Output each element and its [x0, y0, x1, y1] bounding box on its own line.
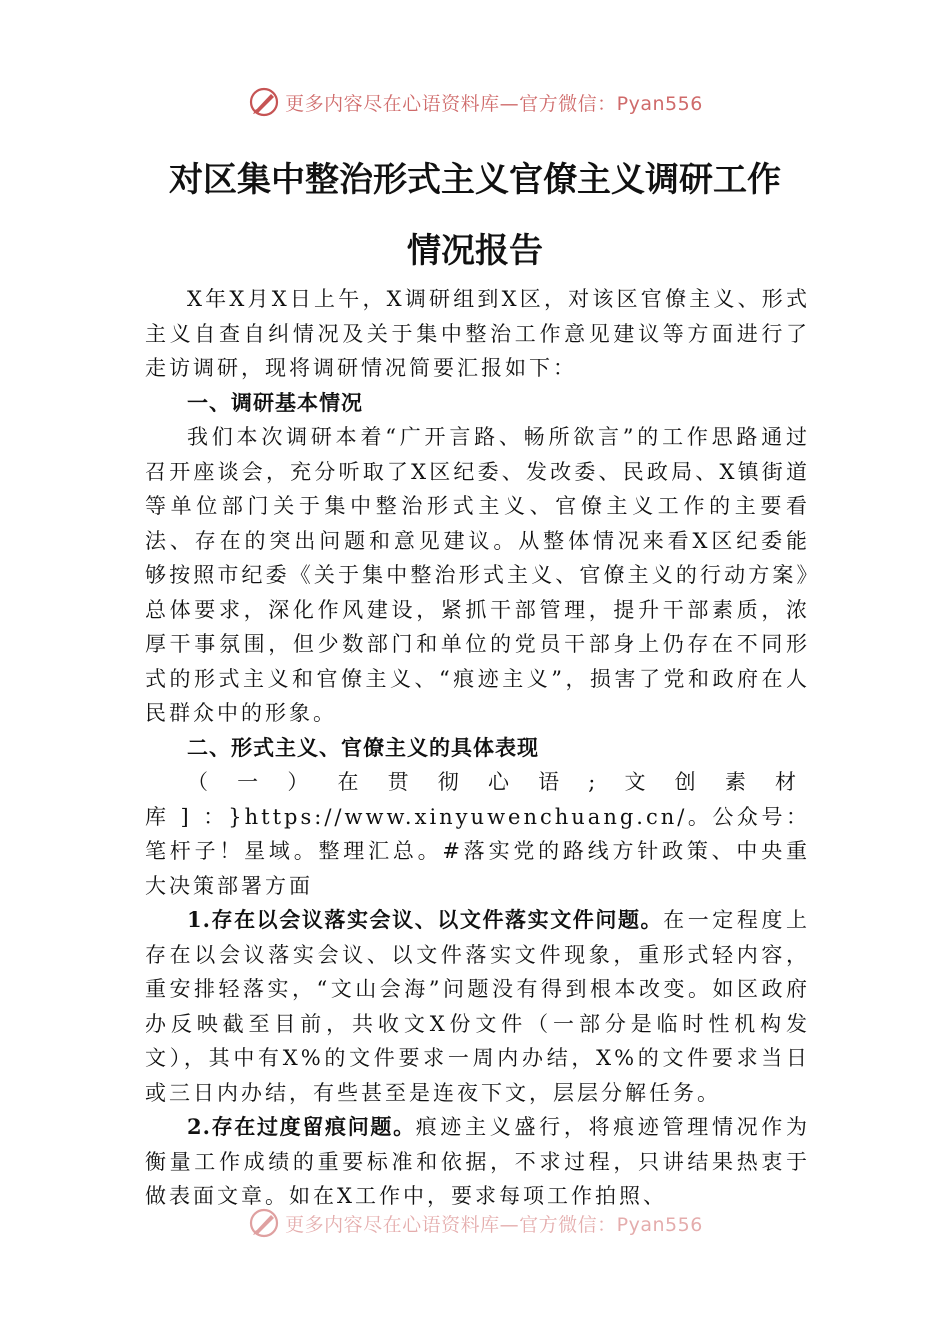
subsection-1-rest: }https://www.xinyuwenchuang.cn/。公众号：笔杆子！星域。整理汇总。#落实党的路线方针政策、中央重大决策部署方面 — [145, 804, 810, 898]
document-title-line-1: 对区集中整治形式主义官僚主义调研工作 — [169, 160, 781, 200]
watermark-text: 更多内容尽在心语资料库—官方微信：Pyan556 — [285, 1213, 703, 1236]
subsection-1-lead: （一）在贯彻心语;文创素材库]： — [145, 770, 810, 829]
item-2-text: 痕迹主义盛行，将痕迹管理情况作为衡量工作成绩的重要标准和依据，不求过程，只讲结果热衷于做表面文章。如在X工作中，要求每项工作拍照、 — [145, 1115, 810, 1208]
item-1-title: 1.存在以会议落实会议、以文件落实文件问题。 — [187, 907, 664, 932]
item-1-text: 在一定程度上存在以会议落实会议、以文件落实文件现象，重形式轻内容，重安排轻落实，“文山会海”问题没有得到根本改变。如区政府办反映截至目前，共收文X份文件（一部分是临时性机构发文），其中有X%的文件要求一周内办结，X%的文件要求当日或三日内办结，有些甚至是连夜下文，层层分解任务。 — [145, 908, 811, 1105]
section-heading-1: 一、调研基本情况 — [187, 390, 363, 415]
item-2-paragraph — [145, 1110, 810, 1214]
section-heading-2: 二、形式主义、官僚主义的具体表现 — [187, 735, 539, 760]
section-1-paragraph: 我们本次调研本着“广开言路、畅所欲言”的工作思路通过召开座谈会，充分听取了X区纪委、发改委、民政局、X镇街道等单位部门关于集中整治形式主义、官僚主义工作的主要看法、存在的突出问题和意见建议。从整体情况来看X区纪委能够按照市纪委《关于集中整治形式主义、官僚主义的行动方案》总体要求，深化作风建设，紧抓干部管理，提升干部素质，浓厚干事氛围，但少数部门和单位的党员干部身上仍存在不同形式的形式主义和官僚主义、“痕迹主义”，损害了党和政府在人民群众中的形象。 — [145, 425, 810, 725]
watermark-header — [0, 82, 950, 122]
watermark-footer — [0, 1203, 950, 1243]
document-title-line-2: 情况报告 — [407, 231, 543, 271]
item-1-paragraph — [145, 903, 810, 1110]
document-body — [145, 282, 810, 1214]
watermark-text: 更多内容尽在心语资料库—官方微信：Pyan556 — [285, 92, 703, 115]
pen-logo-icon — [247, 85, 281, 119]
subsection-1-paragraph — [145, 765, 810, 903]
item-2-title: 2.存在过度留痕问题。 — [187, 1114, 416, 1139]
pen-logo-icon — [247, 1206, 281, 1240]
intro-paragraph: X年X月X日上午，X调研组到X区，对该区官僚主义、形式主义自查自纠情况及关于集中整治工作意见建议等方面进行了走访调研，现将调研情况简要汇报如下： — [145, 287, 810, 380]
